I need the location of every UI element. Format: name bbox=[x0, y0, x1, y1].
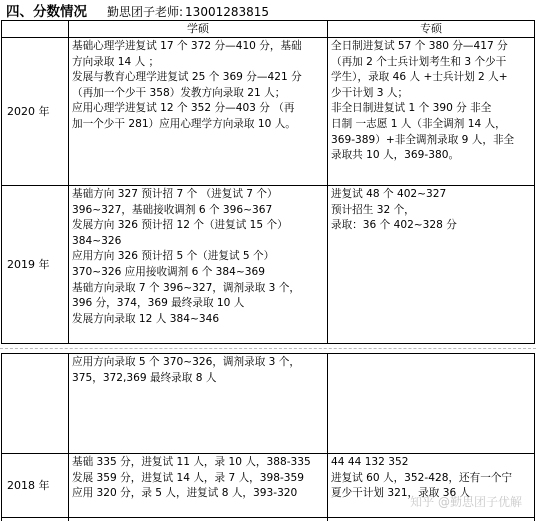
year-2018: 2018 年 bbox=[2, 454, 69, 518]
text-line: 发展方向 326 预计招 12 个（进复试 15 个） bbox=[72, 219, 288, 232]
text-line: 369-389）+非全调剂录取 9 人，非全 bbox=[331, 133, 515, 146]
text-line: 学生），录取 46 人 +士兵计划 2 人+ bbox=[331, 71, 508, 84]
zhuanshuo-2019-continued bbox=[328, 354, 535, 454]
year-2019: 2019 年 bbox=[2, 186, 69, 344]
row-2020 bbox=[2, 38, 535, 186]
xueshuo-2019 bbox=[69, 186, 328, 344]
teacher-phone: 13001283815 bbox=[185, 5, 270, 19]
zhihu-watermark: 知乎 @勤思团子优解 bbox=[410, 495, 522, 509]
text-line: 370~326 应用接收调剂 6 个 384~369 bbox=[72, 265, 265, 278]
text-line: 375，372,369 最终录取 8 人 bbox=[72, 371, 217, 384]
zhuanshuo-2020 bbox=[328, 38, 535, 186]
text-line: 基础方向 327 预计招 7 个 （进复试 7 个） bbox=[72, 188, 278, 200]
header-xueshuo: 学硕 bbox=[69, 21, 328, 38]
text-line: 基础方向录取 7 个 396~327，调剂录取 3 个， bbox=[72, 281, 300, 294]
text-line: 预计招生 32 个， bbox=[331, 203, 415, 216]
text-line: 44 44 132 352 bbox=[331, 456, 409, 468]
text-line: 录取共 10 人，369-380。 bbox=[331, 149, 460, 162]
year-2020: 2020 年 bbox=[2, 38, 69, 186]
text-line: 日制 一志愿 1 人（非全调剂 14 人， bbox=[331, 117, 506, 130]
text-line: 非全日制进复试 1 个 390 分 非全 bbox=[331, 102, 492, 115]
text-line: 384~326 bbox=[72, 234, 122, 247]
text-line: 全日制进复试 57 个 380 分—417 分 bbox=[331, 40, 508, 52]
text-line: 录取：36 个 402~328 分 bbox=[331, 219, 457, 232]
row-2019 bbox=[2, 186, 535, 344]
header-row bbox=[2, 21, 535, 38]
text-line: 方向录取 14 人 ； bbox=[72, 55, 160, 68]
page-break-line bbox=[0, 348, 536, 349]
text-line: 396 分，374，369 最终录取 10 人 bbox=[72, 297, 245, 310]
year-2019-continued bbox=[2, 354, 69, 454]
text-line: 进复试 48 个 402~327 bbox=[331, 188, 447, 200]
text-line: 发展 359 分，进复试 14 人，录 7 人，398-359 bbox=[72, 471, 305, 484]
text-line: （再加一个少干 358）发教方向录取 21 人； bbox=[72, 86, 286, 99]
teacher-label: 勤思团子老师: bbox=[107, 5, 184, 19]
xueshuo-2018 bbox=[69, 454, 328, 518]
text-line: 发展方向录取 12 人 384~346 bbox=[72, 312, 220, 325]
header-year-cell bbox=[2, 21, 69, 38]
cut-off-cell bbox=[69, 518, 328, 521]
text-line: （再加 2 个士兵计划考生和 3 个少干 bbox=[331, 55, 507, 68]
zhuanshuo-2019 bbox=[328, 186, 535, 344]
row-cut-off bbox=[2, 518, 535, 521]
header-zhuanshuo: 专硕 bbox=[328, 21, 535, 38]
text-line: 396~327，基础接收调剂 6 个 396~367 bbox=[72, 203, 273, 216]
text-line: 应用心理学进复试 12 个 352 分—403 分 （再 bbox=[72, 102, 295, 115]
cut-off-cell bbox=[328, 518, 535, 521]
text-line: 应用 320 分，录 5 人，进复试 8 人，393-320 bbox=[72, 487, 298, 500]
text-line: 基础 335 分，进复试 11 人，录 10 人，388-335 bbox=[72, 456, 311, 468]
section-heading bbox=[6, 2, 269, 20]
text-line: 夏少干计划 321，录取 36 人 bbox=[331, 487, 471, 500]
section-title: 四、分数情况 bbox=[6, 4, 87, 20]
text-line: 发展与教育心理学进复试 25 个 369 分—421 分 bbox=[72, 71, 302, 84]
text-line: 少干计划 3 人； bbox=[331, 86, 409, 99]
text-line: 应用方向录取 5 个 370~326，调剂录取 3 个， bbox=[72, 356, 300, 368]
xueshuo-2020 bbox=[69, 38, 328, 186]
xueshuo-2019-continued bbox=[69, 354, 328, 454]
cut-off-cell bbox=[2, 518, 69, 521]
score-table-top bbox=[1, 20, 535, 344]
text-line: 进复试 60 人，352-428，还有一个宁 bbox=[331, 471, 513, 484]
text-line: 应用方向 326 预计招 5 个（进复试 5 个） bbox=[72, 250, 275, 263]
text-line: 加一个少干 281）应用心理学方向录取 10 人。 bbox=[72, 117, 296, 130]
row-2019-continued bbox=[2, 354, 535, 454]
text-line: 基础心理学进复试 17 个 372 分—410 分，基础 bbox=[72, 40, 302, 52]
